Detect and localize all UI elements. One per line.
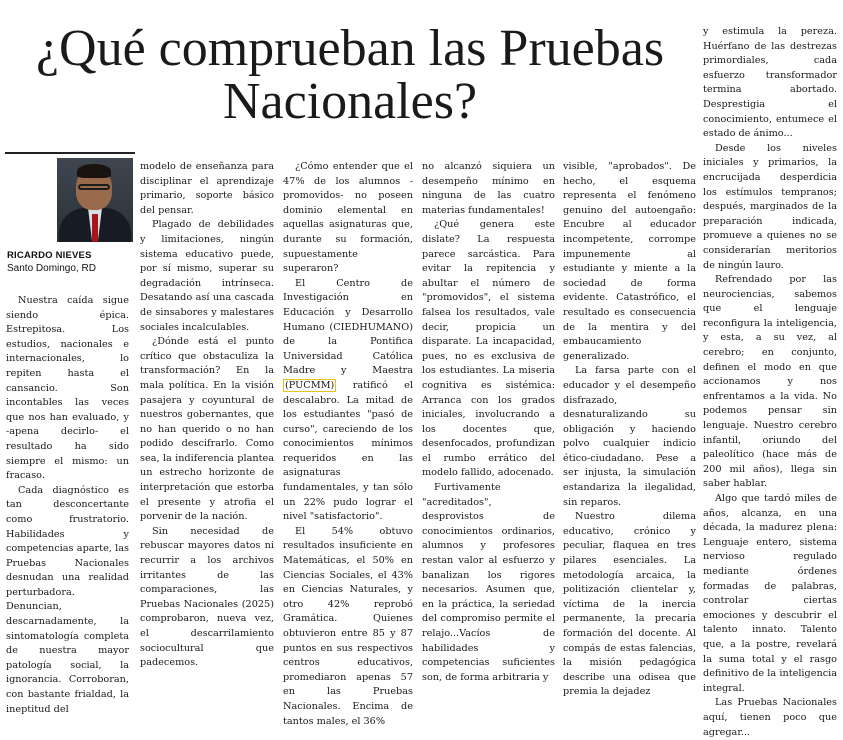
paragraph: visible, "aprobados". De hecho, el esquema representa el fenómeno genuino del autoengaño: Encubre al educador incompetente, corrompe impunemente al estudiante y miente a la sociedad de forma evidente. Catastrófico, el resultado es consecuencia de la mentira y del embaucamiento generalizado. [563,161,696,362]
paragraph: ¿Cómo entender que el 47% de los alumnos -promovidos- no poseen dominio elemental en aquellas asignaturas que, durante su formación, supuestamente superaron? [283,161,413,275]
author-byline [7,250,142,276]
paragraph: Algo que tardó miles de años, alcanza, en una década, la madurez plena: Lenguaje entero, sistema nervioso regulado mediante órdenes formadas de palabras, controlar ciertas emociones y descubrir el talento innato. Talento que, a la postre, revelará la suma total y el rasgo definitivo de la inteligencia integral. [703,493,837,694]
paragraph: no alcanzó siquiera un desempeño mínimo en ninguna de las cuatro materias fundamentales! [422,161,555,216]
paragraph: ¿Qué genera este dislate? La respuesta parece sarcástica. Para evitar la repitencia y abultar el número de "promovidos", el sistema falsea los resultados, vale decir, propicia un disparate. La incapacidad, pues, no es exclusiva de los estudiantes. La miseria cognitiva es sistémica: Arranca con los grados iniciales, involucrando a los docentes que, desenfocados, profundizan el rumbo errático del modelo fallido, adocenado. [422,219,555,479]
paragraph: Nuestro dilema educativo, crónico y peculiar, flaquea en tres pilares esenciales. La metodología arcaica, la politización clientelar y, víctima de la inercia permanente, la precaria formación del docente. Al compás de estas falencias, la misión pedagógica describe una odisea que premia la dejadez [563,511,696,698]
headline: ¿Qué comprueban las Pruebas Nacionales? [35,20,665,130]
paragraph: modelo de enseñanza para disciplinar el aprendizaje primario, soporte básico del pensar. [140,161,274,216]
paragraph: Furtivamente "acreditados", desprovistos de conocimientos ordinarios, alumnos y profesores restan valor al esfuerzo y banalizan los rigores necesarios. Asumen que, en la práctica, la seriedad del compromiso permite el relajo...Vacíos de habilidades y competencias suficientes son, de forma arbitraria y [422,482,555,683]
paragraph [283,277,413,525]
author-photo [57,158,133,242]
article-column-2 [140,160,274,671]
text-run: El Centro de Investigación en Educación y Desarrollo Humano (CIEDHUMANO) de la Pontifica Universidad Católica Madre y Maestra [283,277,413,377]
paragraph: Nuestra caída sigue siendo épica. Estrepitosa. Los estudios, nacionales e internacionales, lo repiten hasta el cansancio. Son incontables las veces que nos han evaluado, y -apena decirlo- el resultado ha sido siempre el mismo: un fracaso. [6,295,129,482]
article-column-3 [283,160,413,729]
text-run: ratificó el descalabro. La mitad de los estudiantes "pasó de curso", careciendo de los conocimientos mínimos requeridos en las asignaturas fundamentales, y tan sólo un 22% pudo lograr el nivel "satisfactorio". [283,379,413,523]
article-column-1 [6,294,129,717]
author-divider [5,152,135,154]
author-location: Santo Domingo, RD [7,263,96,274]
author-name: RICARDO NIEVES [7,250,92,261]
article-column-5 [563,160,696,700]
article-column-4 [422,160,555,685]
paragraph: ¿Dónde está el punto crítico que obstaculiza la transformación? En la mala política. En la visión pasajera y coyuntural de nuestros gobernantes, que no han querido o no han podido descifrarlo. Como sea, la indiferencia plantea un estrecho horizonte de interpretación que estorba el presente y atrofia el porvenir de la nación. [140,336,274,523]
paragraph: y estimula la pereza. Huérfano de las destrezas primordiales, cada esfuerzo transformador termina abortado. Desprestigia el conocimiento, entumece el estado de ánimo... [703,26,837,140]
article-column-6 [703,25,837,740]
paragraph: Desde los niveles iniciales y primarios, la encrucijada desperdicia los estímulos tempranos; después, marginados de la preparación indicada, promueve a quienes no se considerarían meritorios de ningún lauro. [703,142,837,271]
paragraph: Refrendado por las neurociencias, sabemos que el lenguaje reconfigura la inteligencia, y esta, a su vez, al cerebro; en conjunto, definen el modo en que accionamos y nos enfrentamos a la vida. No podemos pensar sin lenguaje. Nuestro cerebro infantil, oriundo del paleolítico (hace más de 200 mil años), llega sin saber hablar. [703,274,837,490]
paragraph: Cada diagnóstico es tan desconcertante como frustratorio. Habilidades y competencias aparte, las Pruebas Nacionales desnudan una realidad perturbadora. Denuncian, descarnadamente, la sintomatología completa de nuestra mayor patología social, la ignorancia. Corroboran, con bastante frialdad, la ineptitud del [6,484,129,715]
paragraph: Las Pruebas Nacionales aquí, tienen poco que agregar... [703,697,837,738]
paragraph: La farsa parte con el educador y el desempeño disfrazado, desnaturalizando su obligación y haciendo polvo cualquier indicio ético-ciudadano. Pese a ser injusta, la simulación estandariza la ilegalidad, sin reparos. [563,365,696,508]
paragraph: Sin necesidad de rebuscar mayores datos ni recurrir a los archivos irritantes de las comparaciones, las Pruebas Nacionales (2025) comprobaron, nueva vez, el descarrilamiento sociocultural que padecemos. [140,525,274,669]
paragraph: Plagado de debilidades y limitaciones, ningún sistema educativo puede, por sí mismo, superar su degradación intrínseca. Desatando así una cascada de sinsabores y malestares sociales incalculables. [140,219,274,333]
paragraph: El 54% obtuvo resultados insuficiente en Matemáticas, el 50% en Ciencias Sociales, el 43% en Ciencias Naturales, y otro 42% reprobó Gramática. Quienes obtuvieron entre 85 y 87 puntos en sus respectivos centros educativos, promediaron apenas 57 en las Pruebas Nacionales. Encima de tantos males, el 36% [283,525,413,727]
highlighted-text: (PUCMM) [285,379,335,391]
